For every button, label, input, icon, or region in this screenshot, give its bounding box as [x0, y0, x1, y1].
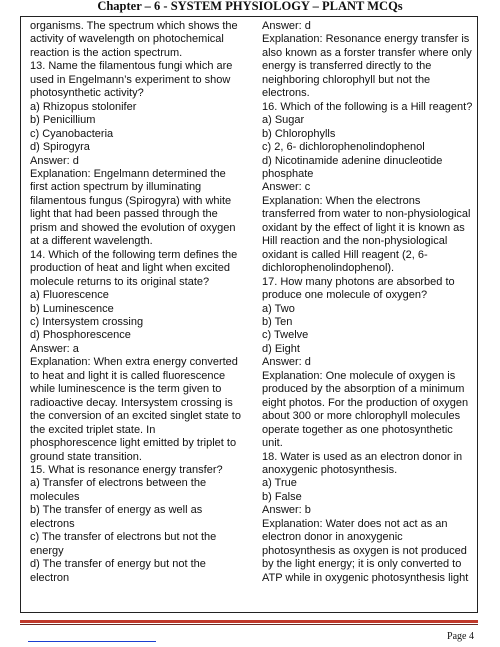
text-line: light that had been passed through the [30, 208, 218, 221]
text-line: the excited triplet state. In [30, 423, 156, 436]
text-line: the conversion of an excited singlet state to [30, 410, 241, 423]
text-line: b) False [262, 490, 302, 503]
text-line: electron donor in anoxygenic [262, 531, 403, 544]
text-line: radioactive decay. Intersystem crossing is [30, 396, 233, 409]
text-line: d) Spirogyra [30, 141, 90, 154]
text-line: b) Ten [262, 315, 293, 328]
text-line: photosynthetic activity? [30, 87, 144, 100]
text-line: electron [30, 571, 70, 584]
text-line: Hill reaction and the non-physiological [262, 235, 448, 248]
text-line: while luminescence is the term given to [30, 383, 222, 396]
text-line: c) The transfer of electrons but not the [30, 531, 217, 544]
text-line: produced by the absorption of a minimum [262, 383, 465, 396]
text-line: d) The transfer of energy but not the [30, 558, 206, 571]
text-line: used in Engelmann’s experiment to show [30, 73, 231, 86]
text-line: c) 2, 6- dichlorophenolindophenol [262, 141, 425, 154]
text-line: molecules [30, 490, 80, 503]
text-line: neighboring chlorophyll but not the [262, 73, 431, 86]
text-line: molecule returns to its original state? [30, 275, 210, 288]
text-line: oxidant by the effect of light it is known as [262, 221, 465, 234]
text-line: prism and showed the evolution of oxygen [30, 221, 236, 234]
footer-rule [20, 620, 478, 623]
left-column [30, 20, 248, 585]
text-line: at a different wavelength. [30, 235, 153, 248]
text-line: filamentous fungus (Spirogyra) with white [30, 194, 232, 207]
text-line: Explanation: When the electrons [262, 194, 421, 207]
text-line: oxidant is called Hill reagent (2, 6- [262, 248, 428, 261]
text-line: production of heat and light when excited [30, 262, 230, 275]
text-line: phosphorescence light emitted by triplet to [30, 437, 237, 450]
text-line: b) Luminescence [30, 302, 114, 315]
text-line: Answer: b [262, 504, 311, 517]
text-line: d) Nicotinamide adenine dinucleotide [262, 154, 443, 167]
text-line: a) Rhizopus stolonifer [30, 100, 137, 113]
text-line: reaction is the action spectrum. [30, 46, 183, 59]
text-line: anoxygenic photosynthesis. [262, 463, 398, 476]
text-line: d) Eight [262, 342, 300, 355]
text-line: eight photos. For the production of oxygen [262, 396, 469, 409]
text-line: Explanation: Resonance energy transfer is [262, 33, 470, 46]
text-line: energy [30, 544, 64, 557]
text-line: dichlorophenolindophenol). [262, 262, 395, 275]
text-line: phosphate [262, 167, 314, 180]
text-line: organisms. The spectrum which shows the [30, 20, 238, 32]
text-line: ground state transition. [30, 450, 142, 463]
text-line: a) Fluorescence [30, 289, 109, 302]
text-line: c) Twelve [262, 329, 309, 342]
text-line: Answer: d [262, 356, 311, 369]
text-line: transferred from water to non-physiological [262, 208, 471, 221]
text-line: about 300 or more chlorophyll molecules [262, 410, 461, 423]
text-line: b) The transfer of energy as well as [30, 504, 203, 517]
text-line: b) Chlorophylls [262, 127, 336, 140]
text-line: electrons [30, 517, 75, 530]
text-line: 18. Water is used as an electron donor in [262, 450, 463, 463]
footer-rule-thin [20, 624, 478, 625]
text-line: Answer: d [262, 20, 311, 32]
text-line: c) Intersystem crossing [30, 315, 144, 328]
text-line: a) Two [262, 302, 295, 315]
right-column [262, 20, 474, 585]
text-line: 15. What is resonance energy transfer? [30, 463, 223, 476]
text-line: 13. Name the filamentous fungi which are [30, 60, 233, 73]
text-line: unit. [262, 437, 283, 450]
text-line: activity of wavelength on photochemical [30, 33, 224, 46]
text-line: a) True [262, 477, 297, 490]
text-line: produce one molecule of oxygen? [262, 289, 428, 302]
text-line: Answer: d [30, 154, 79, 167]
text-line: energy is transferred directly to the [262, 60, 432, 73]
page-number: Page 4 [447, 631, 474, 642]
text-line: Explanation: Engelmann determined the [30, 167, 226, 180]
text-line: Answer: c [262, 181, 311, 194]
text-line: a) Transfer of electrons between the [30, 477, 207, 490]
text-line: photosynthesis as oxygen is not produced [262, 544, 467, 557]
text-line: also known as a forster transfer where only [262, 46, 472, 59]
text-line: Explanation: One molecule of oxygen is [262, 369, 456, 382]
footer-link-underline[interactable] [28, 641, 156, 642]
text-line: 17. How many photons are absorbed to [262, 275, 455, 288]
text-line: first action spectrum by illuminating [30, 181, 202, 194]
text-line: c) Cyanobacteria [30, 127, 114, 140]
text-line: operate together as one photosynthetic [262, 423, 453, 436]
text-line: a) Sugar [262, 114, 305, 127]
text-line: electrons. [262, 87, 310, 100]
text-line: Answer: a [30, 342, 79, 355]
text-line: 14. Which of the following term defines the [30, 248, 238, 261]
text-line: 16. Which of the following is a Hill reagent? [262, 100, 473, 113]
text-line: d) Phosphorescence [30, 329, 131, 342]
text-line: by the light energy; it is only converted to [262, 558, 462, 571]
page-header: Chapter – 6 - SYSTEM PHYSIOLOGY – PLANT MCQs [97, 0, 403, 13]
text-line: Explanation: When extra energy converted [30, 356, 238, 369]
text-line: to heat and light it is called fluorescence [30, 369, 226, 382]
text-line: ATP while in oxygenic photosynthesis light [262, 571, 469, 584]
text-line: b) Penicillium [30, 114, 96, 127]
text-line: Explanation: Water does not act as an [262, 517, 448, 530]
